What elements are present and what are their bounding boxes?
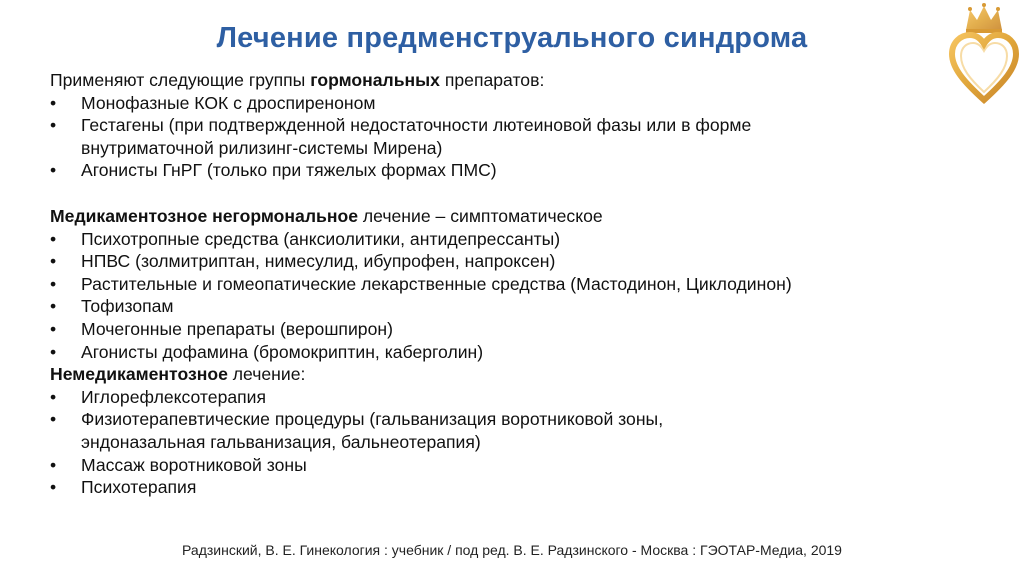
list-item: • НПВС (золмитриптан, нимесулид, ибупрофен, напроксен) — [50, 251, 556, 272]
section2-heading: Медикаментозное негормональное лечение – симптоматическое — [50, 205, 603, 226]
list-item: • Психотропные средства (анксиолитики, антидепрессанты) — [50, 228, 561, 249]
list-item-continuation: эндоназальная гальванизация, бальнеотерапия) — [81, 431, 481, 452]
content-body — [50, 69, 930, 499]
list-item-continuation: внутриматочной рилизинг-системы Мирена) — [81, 137, 443, 158]
list-item: • Монофазные КОК с дроспиреноном — [50, 92, 376, 113]
slide-title: Лечение предменструального синдрома — [216, 22, 808, 54]
citation-footer: Радзинский, В. Е. Гинекология : учебник / под ред. В. Е. Радзинского - Москва : ГЭОТАР-Медиа, 2019 — [182, 542, 842, 558]
section1-intro: Применяют следующие группы гормональных препаратов: — [50, 70, 545, 90]
section3-heading: Немедикаментозное лечение: — [50, 364, 306, 385]
list-item: • Массаж воротниковой зоны — [50, 454, 307, 475]
list-item: • Гестагены (при подтвержденной недостаточности лютеиновой фазы или в форме — [50, 115, 752, 136]
crown-heart-logo-icon — [944, 0, 1024, 110]
list-item: • Агонисты дофамина (бромокриптин, каберголин) — [50, 341, 484, 362]
list-item: • Растительные и гомеопатические лекарственные средства (Мастодинон, Циклодинон) — [50, 273, 792, 294]
list-item: • Тофизопам — [50, 296, 174, 317]
list-item: • Мочегонные препараты (верошпирон) — [50, 318, 393, 339]
list-item: • Агонисты ГнРГ (только при тяжелых формах ПМС) — [50, 160, 497, 181]
list-item: • Иглорефлексотерапия — [50, 386, 267, 407]
list-item: • Психотерапия — [50, 477, 197, 498]
list-item: • Физиотерапевтические процедуры (гальванизация воротниковой зоны, — [50, 409, 664, 430]
